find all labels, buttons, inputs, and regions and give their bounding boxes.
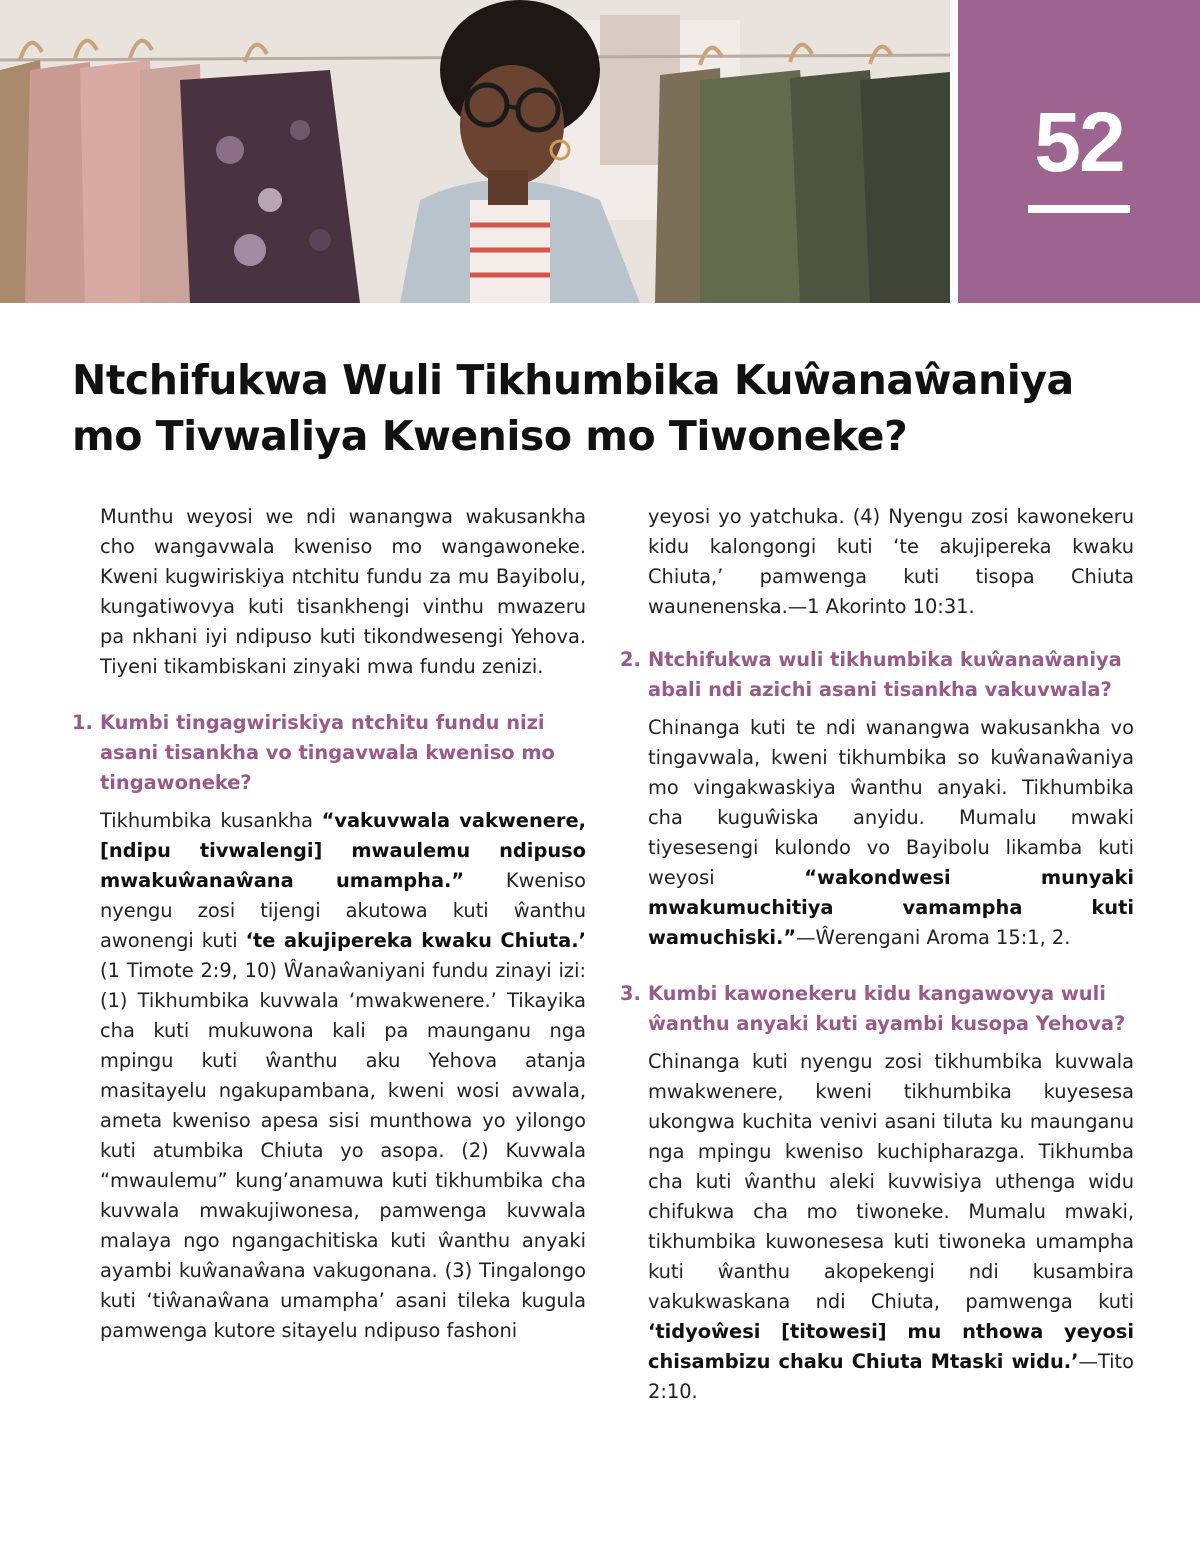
answer-2: [620, 713, 1134, 953]
question-2-number: 2.: [620, 648, 641, 671]
page-title: [72, 352, 1152, 464]
lesson-number: 52: [1034, 95, 1124, 189]
header-photo: [0, 0, 950, 303]
answer-3-quote: ‘tidyoŵesi [titowesi] mu nthowa yeyosi chisambizu chaku Chiuta Mtaski widu.’: [648, 1320, 1134, 1373]
answer-1-continued: yeyosi yo yatchuka. (4) Nyengu zosi kawonekeru kidu kalongongi kuti ‘te akujipereka kwaku Chiuta,’ pamwenga kuti tisopa Chiuta waunenenska.—1 Akorinto 10:31.: [648, 505, 1134, 618]
answer-1-text-a: Tikhumbika kusankha: [100, 809, 322, 832]
answer-2-quote: “wakondwesi munyaki mwakumuchitiya vamampha kuti wamuchiski.”: [648, 866, 1134, 949]
answer-3-reference: —Tito 2:10.: [648, 1350, 1134, 1403]
lesson-number-box: [958, 0, 1200, 303]
clothing-store-illustration: [0, 0, 950, 303]
answer-1-quote-b: ‘te akujipereka kwaku Chiuta.’: [245, 929, 586, 952]
lesson-number-underline: [1028, 205, 1130, 213]
question-1-number: 1.: [72, 711, 93, 734]
question-3-text: Kumbi kawonekeru kidu kangawovya wuli ŵanthu anyaki kuti ayambi kusopa Yehova?: [648, 982, 1126, 1035]
question-1: [72, 708, 586, 798]
question-2-text: Ntchifukwa wuli tikhumbika kuŵanaŵaniya abali ndi azichi asani tisankha vakuvwala?: [648, 648, 1122, 701]
question-3: [620, 979, 1134, 1039]
answer-1-text-c: (1 Timote 2:9, 10) Ŵanaŵaniyani fundu zinayi izi: (1) Tikhumbika kuvwala ‘mwakwenere.’ Tikayika cha kuti mukuwona kali pa maunganu nga mpingu kuti ŵanthu aku Yehova atanja masitayelu ngakupambana, kweni wosi avwala, ameta kweniso apesa sisi munthowa yo yilongo kuti atumbika Chiuta yo asopa. (2) Kuvwala “mwaulemu” kung’anamuwa kuti tikhumbika cha kuvwala mwakujiwonesa, pamwenga kuvwala malaya ngo ngangachitiska kuti ŵanthu anyaki ayambi kuŵanaŵana vakugonana. (3) Tingalongo kuti ‘tiŵanaŵana umampha’ asani tileka kugula pamwenga kutore sitayelu ndipuso fashoni: [100, 959, 586, 1342]
answer-2-reference: —Ŵerengani Aroma 15:1, 2.: [796, 926, 1071, 949]
left-column: [72, 502, 586, 1346]
answer-1-text-b: Kweniso nyengu zosi tijengi akutowa kuti ŵanthu awonengi kuti: [100, 869, 587, 952]
question-1-text: Kumbi tingagwiriskiya ntchitu fundu nizi asani tisankha vo tingavwala kweniso mo tingawoneke?: [100, 711, 555, 794]
question-3-number: 3.: [620, 982, 641, 1005]
intro-paragraph: Munthu weyosi we ndi wanangwa wakusankha cho wangavwala kweniso mo wangawoneke. Kweni kugwiriskiya ntchitu fundu za mu Bayibolu, kungatiwovya kuti tisankhengi vinthu mwazeru pa nkhani iyi ndipuso kuti tikondwesengi Yehova. Tiyeni tikambiskani zinyaki mwa fundu zenizi.: [100, 505, 586, 678]
right-column: [620, 502, 1134, 1407]
question-2: [620, 645, 1134, 705]
answer-1-quote-a: “vakuvwala vakwenere, [ndipu tivwalengi] mwaulemu ndipuso mwakuŵanaŵana umampha.”: [100, 809, 586, 892]
answer-1: [72, 806, 586, 1346]
answer-3: [620, 1047, 1134, 1407]
page-title-line-1: Ntchifukwa Wuli Tikhumbika Kuŵanaŵaniya: [72, 356, 1074, 404]
page-title-line-2: mo Tivwaliya Kweniso mo Tiwoneke?: [72, 412, 908, 460]
answer-3-text-a: Chinanga kuti nyengu zosi tikhumbika kuvwala mwakwenere, kweni tikhumbika kuyesesa ukongwa kuchita venivi asani tiluta ku maunganu nga mpingu kweniso kuchipharazga. Tikhumba cha kuti ŵanthu aleki kuvwisiya uthenga widu chifukwa cha mo tiwoneke. Mumalu mwaki, tikhumbika kuwonesesa kuti tiwoneka umampha kuti ŵanthu akopekengi ndi kusambira vakukwaskana ndi Chiuta, pamwenga kuti: [648, 1050, 1134, 1313]
answer-2-text-a: Chinanga kuti te ndi wanangwa wakusankha vo tingavwala, kweni tikhumbika so kuŵanaŵaniya mo vingakwaskiya ŵanthu anyaki. Tikhumbika cha kuguŵiska anyidu. Mumalu mwaki tiyesesengi kulondo vo Bayibolu likamba kuti weyosi: [648, 716, 1134, 889]
